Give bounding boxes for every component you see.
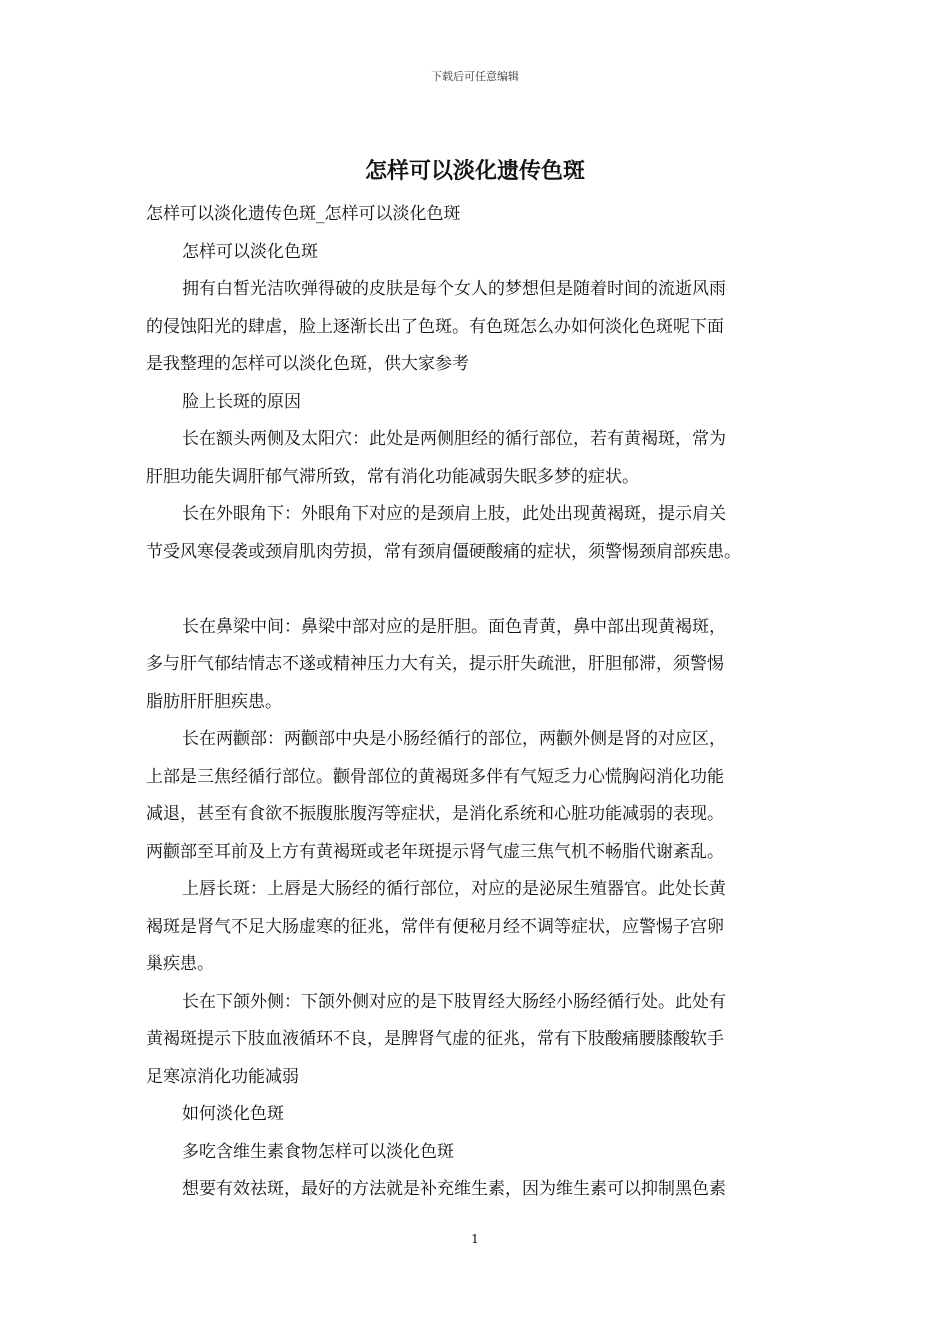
paragraph-line: 长在额头两侧及太阳穴：此处是两侧胆经的循行部位，若有黄褐斑，常为 [182, 429, 726, 449]
document-body [146, 196, 816, 1209]
paragraph-line: 黄褐斑提示下肢血液循环不良，是脾肾气虚的征兆，常有下肢酸痛腰膝酸软手 [146, 1029, 724, 1049]
paragraph-line: 多与肝气郁结情志不遂或精神压力大有关，提示肝失疏泄，肝胆郁滞，须警惕 [146, 654, 724, 674]
paragraph-line: 长在两颧部：两颧部中央是小肠经循行的部位，两颧外侧是肾的对应区， [182, 729, 726, 749]
section-heading: 怎样可以淡化色斑 [182, 241, 318, 262]
paragraph-line: 肝胆功能失调肝郁气滞所致，常有消化功能减弱失眠多梦的症状。 [146, 466, 639, 487]
paragraph-line: 足寒凉消化功能减弱 [146, 1066, 299, 1087]
section-heading: 脸上长斑的原因 [182, 391, 301, 412]
paragraph-line: 两颧部至耳前及上方有黄褐斑或老年斑提示肾气虚三焦气机不畅脂代谢紊乱。 [146, 841, 724, 862]
page-number: 1 [471, 1232, 479, 1246]
paragraph-line: 巢疾患。 [146, 954, 214, 974]
paragraph-line: 脂肪肝肝胆疾患。 [146, 691, 282, 712]
paragraph-line: 想要有效祛斑，最好的方法就是补充维生素，因为维生素可以抑制黑色素 [182, 1179, 726, 1199]
section-heading: 如何淡化色斑 [182, 1104, 284, 1124]
paragraph-line: 是我整理的怎样可以淡化色斑，供大家参考 [146, 354, 469, 374]
page-header-note: 下载后可任意编辑 [431, 70, 519, 83]
paragraph-line: 减退，甚至有食欲不振腹胀腹泻等症状，是消化系统和心脏功能减弱的表现。 [146, 804, 724, 824]
paragraph-line: 拥有白皙光洁吹弹得破的皮肤是每个女人的梦想但是随着时间的流逝风雨 [182, 279, 726, 299]
paragraph-line: 褐斑是肾气不足大肠虚寒的征兆，常伴有便秘月经不调等症状，应警惕子宫卵 [146, 916, 724, 937]
paragraph-line: 上部是三焦经循行部位。颧骨部位的黄褐斑多伴有气短乏力心慌胸闷消化功能 [146, 766, 724, 787]
subtitle-line: 怎样可以淡化遗传色斑_怎样可以淡化色斑 [146, 204, 461, 224]
paragraph-line: 节受风寒侵袭或颈肩肌肉劳损，常有颈肩僵硬酸痛的症状，须警惕颈肩部疾患。 [146, 541, 741, 562]
blank-line [146, 571, 816, 609]
paragraph-line: 上唇长斑：上唇是大肠经的循行部位，对应的是泌尿生殖器官。此处长黄 [182, 879, 726, 899]
paragraph-line: 长在鼻梁中间：鼻梁中部对应的是肝胆。面色青黄，鼻中部出现黄褐斑， [182, 616, 726, 637]
paragraph-line: 的侵蚀阳光的肆虐，脸上逐渐长出了色斑。有色斑怎么办如何淡化色斑呢下面 [146, 316, 724, 337]
section-heading: 多吃含维生素食物怎样可以淡化色斑 [182, 1141, 454, 1162]
document-title: 怎样可以淡化遗传色斑 [364, 158, 585, 184]
paragraph-line: 长在外眼角下：外眼角下对应的是颈肩上肢，此处出现黄褐斑，提示肩关 [182, 504, 726, 524]
paragraph-line: 长在下颌外侧：下颌外侧对应的是下肢胃经大肠经小肠经循行处。此处有 [182, 991, 726, 1012]
